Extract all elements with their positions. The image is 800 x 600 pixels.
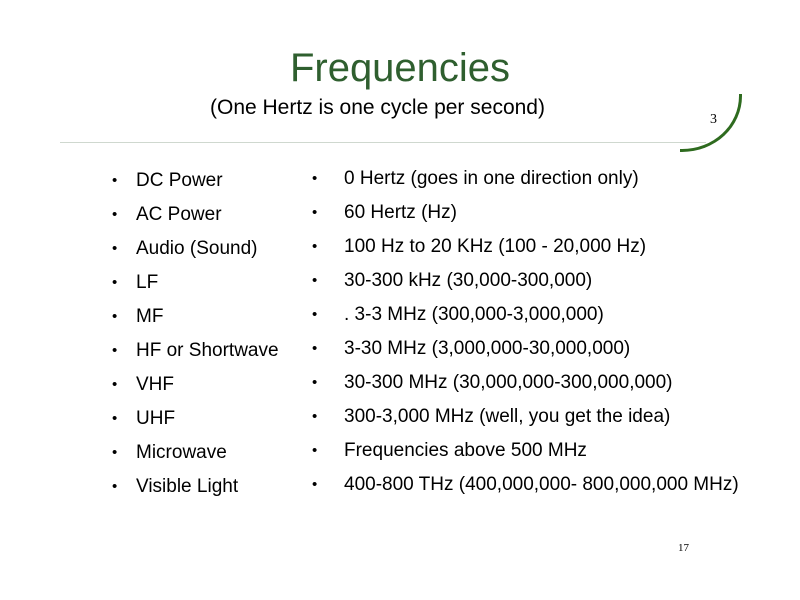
bullet: •: [312, 272, 318, 289]
bullet: •: [112, 308, 118, 325]
bullet: •: [112, 274, 118, 291]
band-name: UHF: [136, 408, 176, 429]
frequency-range: 0 Hertz (goes in one direction only): [344, 168, 639, 189]
bullet: •: [312, 306, 318, 323]
band-name: Visible Light: [136, 476, 239, 497]
band-name: HF or Shortwave: [136, 340, 279, 361]
bullet: •: [312, 204, 318, 221]
band-name: Audio (Sound): [136, 238, 258, 259]
bullet: •: [112, 478, 118, 495]
bullet: •: [312, 170, 318, 187]
band-name: LF: [136, 272, 159, 293]
bullet: •: [112, 444, 118, 461]
bullet: •: [112, 240, 118, 257]
frequency-range: 300-3,000 MHz (well, you get the idea): [344, 406, 671, 427]
bullet: •: [312, 374, 318, 391]
frequency-range: 60 Hertz (Hz): [344, 202, 457, 223]
bullet: •: [312, 476, 318, 493]
bullet: •: [312, 238, 318, 255]
slide-number-label: 3: [710, 112, 717, 127]
bullet: •: [112, 172, 118, 189]
band-name: VHF: [136, 374, 174, 395]
slide-number-badge: [680, 94, 742, 152]
bullet: •: [312, 340, 318, 357]
page-number: 17: [678, 542, 689, 554]
bullet: •: [112, 206, 118, 223]
frequency-range: Frequencies above 500 MHz: [344, 440, 587, 461]
frequency-range: 400-800 THz (400,000,000- 800,000,000 MHz): [344, 474, 739, 495]
bullet: •: [112, 376, 118, 393]
slide-title: Frequencies: [289, 46, 511, 90]
band-name: AC Power: [136, 204, 222, 225]
bullet: •: [312, 442, 318, 459]
title-divider: [60, 142, 706, 143]
bullet: •: [112, 410, 118, 427]
band-name: DC Power: [136, 170, 223, 191]
frequency-range: 100 Hz to 20 KHz (100 - 20,000 Hz): [344, 236, 647, 257]
frequency-range: 30-300 MHz (30,000,000-300,000,000): [344, 372, 673, 393]
band-name: Microwave: [136, 442, 227, 463]
frequency-range: . 3-3 MHz (300,000-3,000,000): [344, 304, 604, 325]
bullet: •: [312, 408, 318, 425]
bullet: •: [112, 342, 118, 359]
frequency-range: 30-300 kHz (30,000-300,000): [344, 270, 593, 291]
band-name: MF: [136, 306, 164, 327]
frequency-range: 3-30 MHz (3,000,000-30,000,000): [344, 338, 631, 359]
slide-subtitle: (One Hertz is one cycle per second): [210, 96, 545, 119]
